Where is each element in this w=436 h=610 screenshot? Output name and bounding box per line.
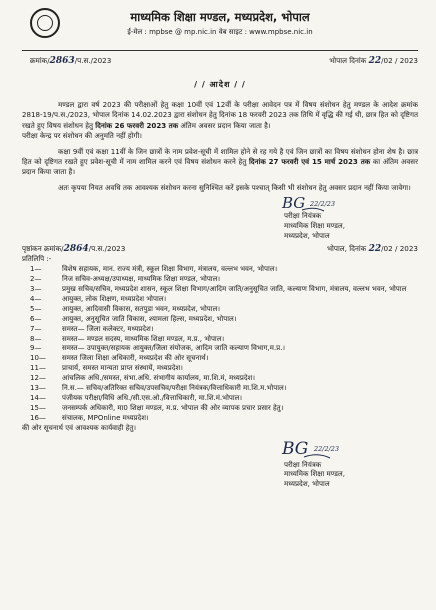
recipient-item bbox=[22, 374, 418, 384]
recipient-text: आंचलिक अधि./समस्त, संभा.अधि. संभागीय कार्यालय, मा.शि.मं, मध्यप्रदेश। bbox=[62, 374, 255, 383]
recipient-number: 5— bbox=[30, 304, 42, 313]
recipient-item bbox=[22, 364, 418, 374]
recipient-number: 4— bbox=[30, 294, 42, 303]
endorsement-reference bbox=[22, 243, 418, 255]
p1-deadline: दिनांक 26 फरवरी 2023 तक bbox=[95, 120, 179, 130]
signature2-date: 22/2/23 bbox=[314, 444, 340, 453]
recipient-text: समस्त जिला शिक्षा अधिकारी, मध्यप्रदेश की ओर सूचनार्थ। bbox=[62, 354, 209, 363]
recipient-number: 12— bbox=[30, 374, 46, 383]
recipient-number: 9— bbox=[30, 344, 42, 353]
recipient-text: नि.स.— सचिव/अतिरिक्त सचिव/उपसचिव/परीक्षा नियंत्रक/वित्ताधिकारी मा.शि.म.भोपाल। bbox=[62, 384, 287, 393]
recipient-item bbox=[22, 394, 418, 404]
recipient-item bbox=[22, 325, 418, 335]
copy-label: प्रतिलिपि :- bbox=[22, 255, 52, 264]
ref-prefix: क्रमांक/ bbox=[30, 56, 50, 65]
signature-block-2 bbox=[22, 436, 418, 496]
recipient-number: 7— bbox=[30, 324, 42, 333]
recipient-number: 3— bbox=[30, 284, 42, 293]
recipient-item bbox=[22, 295, 418, 305]
recipient-text: जनसम्पर्क अधिकारी, मा0 शिक्षा मण्डल, म.प्र. भोपाल की ओर व्यापक प्रचार प्रसार हेतु। bbox=[62, 403, 284, 412]
p2-deadline: दिनांक 27 फरवरी एवं 15 मार्च 2023 तक bbox=[248, 157, 371, 167]
body-paragraph-1 bbox=[22, 100, 418, 131]
body-paragraph-1-note: परीक्षा केन्द्र पर संशोधन की अनुमति नहीं होगी। bbox=[22, 131, 142, 141]
signature-block-1 bbox=[22, 193, 418, 241]
ref-number: 2863 bbox=[49, 56, 75, 66]
org-name: माध्यमिक शिक्षा मण्डल, मध्यप्रदेश, भोपाल bbox=[130, 10, 310, 24]
recipient-text: निज सचिव-अध्यक्ष/उपाध्यक्ष, माध्यमिक शिक्षा मण्डल, भोपाल। bbox=[62, 275, 221, 284]
recipient-item bbox=[22, 404, 418, 414]
recipient-number: 1— bbox=[30, 265, 42, 274]
recipient-text: विशेष सहायक, मान. राज्य मंत्री, स्कूल शिक्षा विभाग, मंत्रालय, वल्लभ भवन, भोपाल। bbox=[62, 265, 278, 274]
signature-date: 22/2/23 bbox=[310, 200, 336, 209]
recipient-number: 10— bbox=[30, 354, 46, 363]
recipient-text: प्राचार्य, समस्त मान्यता प्राप्त संस्थायें, मध्यप्रदेश। bbox=[62, 364, 183, 373]
signatory2-title: परीक्षा नियंत्रक bbox=[284, 459, 322, 469]
recipient-number: 6— bbox=[30, 314, 42, 323]
signatory2-org: माध्यमिक शिक्षा मण्डल, bbox=[284, 469, 345, 479]
recipient-text: पंजीयक परीक्षा/विधि अधि./सी.एस.ओ./वित्ताधिकारी, मा.शि.मं.भोपाल। bbox=[62, 393, 243, 402]
signature2-initials: BG bbox=[282, 438, 309, 459]
endorse-number: 2864 bbox=[63, 244, 89, 255]
recipient-text: आयुक्त, अनुसूचित जाति विकास, श्यामला हिल्स, मध्यप्रदेश, भोपाल। bbox=[62, 314, 237, 323]
ref-suffix: /प.स./2023 bbox=[74, 56, 112, 65]
recipient-item bbox=[22, 384, 418, 394]
recipient-text: समस्त— उपायुक्त/सहायक आयुक्त/जिला संयोजक, आदिम जाति कल्याण विभाग,म.प्र.। bbox=[62, 344, 286, 353]
signatory-location: मध्यप्रदेश, भोपाल bbox=[284, 230, 330, 240]
endorse-date-suffix: /02 / 2023 bbox=[381, 244, 418, 254]
recipient-number: 15— bbox=[30, 403, 46, 412]
endorse-prefix: पृष्ठांकन क्रमांक/ bbox=[22, 244, 64, 254]
signatory2-location: मध्यप्रदेश, भोपाल bbox=[284, 479, 330, 489]
endorse-suffix: /प.स./2023 bbox=[88, 244, 126, 254]
signatory-title: परीक्षा नियंत्रक bbox=[284, 211, 322, 221]
p2-text-b: का अंतिम अवसर प्रदान किया जाता है। bbox=[22, 157, 418, 177]
header-divider bbox=[22, 50, 418, 51]
contact-line: ई-मेल : mpbse @ mp.nic.in वेब साइट : www.mpbse.nic.in bbox=[127, 28, 313, 36]
ref-day: 22 bbox=[368, 56, 382, 66]
recipient-list bbox=[22, 265, 418, 424]
p1-text-b: अंतिम अवसर प्रदान किया जाता है। bbox=[178, 120, 271, 130]
closing-line: की ओर सूचनार्थ एवं आवश्यक कार्यवाही हेतु। bbox=[22, 423, 136, 432]
recipient-item bbox=[22, 265, 418, 275]
endorse-date-prefix: भोपाल, दिनांक bbox=[326, 244, 367, 254]
p2-text-a: कक्षा 9वीं एवं कक्षा 11वीं के जिन छात्रों के नाम प्रवेश-सूची में शामिल होने से रह गये है एवं जिन छात्रों का विषय संशोधन होना शेष है। छात्र हित को दृष्टिगत रखते हुए प्रवेश-सूची में नाम शामिल करने एवं विषय संशोधन करने हेतु bbox=[22, 146, 418, 167]
order-reference bbox=[22, 55, 418, 67]
recipient-number: 8— bbox=[30, 334, 42, 343]
signature-initials: BG bbox=[282, 194, 306, 213]
recipient-text: प्रमुख सचिव/सचिव, मध्यप्रदेश शासन, स्कूल शिक्षा विभाग/आदिम जाति/अनुसूचित जाति, कल्याण विभाग, मंत्रालय, वल्लभ भवन, भोपाल bbox=[62, 284, 407, 293]
p1-text-a: मण्डल द्वारा वर्ष 2023 की परीक्षाओं हेतु कक्षा 10वीं एवं 12वीं के परीक्षा आवेदन पत्र में विषय संशोधन हेतु मण्डल के आदेश क्रमांक 2818-19/प.स./2023, भोपाल दिनांक 14.02.2023 द्वारा संशोधन हेतु दिनांक 18 फरवरी 2023 तक तिथि में वृद्धि की गई थी, छात्र हित को दृष्टिगत रखते हुए विषय संशोधन हेतु bbox=[22, 100, 418, 130]
recipient-item bbox=[22, 414, 418, 424]
signature-scrawl-2 bbox=[280, 436, 350, 462]
recipient-number: 13— bbox=[30, 384, 46, 393]
recipient-number: 14— bbox=[30, 393, 46, 402]
recipient-item bbox=[22, 315, 418, 325]
ref-date-suffix: /02 / 2023 bbox=[381, 56, 418, 65]
recipient-item bbox=[22, 305, 418, 315]
signatory-org: माध्यमिक शिक्षा मण्डल, bbox=[284, 221, 345, 231]
recipient-item bbox=[22, 354, 418, 364]
letterhead bbox=[22, 6, 418, 50]
recipient-text: समस्त— मण्डल सदस्य, माध्यमिक शिक्षा मण्डल, म.प्र., भोपाल। bbox=[62, 334, 225, 343]
recipient-text: आयुक्त, आदिवासी विकास, सतपुडा भवन, मध्यप्रदेश, भोपाल। bbox=[62, 304, 220, 313]
body-paragraph-3: अतः कृपया नियत अवधि तक आवश्यक संशोधन करना सुनिश्चित करें इसके पश्चात् किसी भी संशोधन हेतु अवसर प्रदान नहीं किया जावेगा। bbox=[58, 182, 411, 192]
recipient-number: 16— bbox=[30, 413, 46, 422]
order-title: / / आदेश / / bbox=[194, 80, 246, 89]
recipient-text: समस्त— जिला कलेक्टर, मध्यप्रदेश। bbox=[62, 324, 154, 333]
body-paragraph-2 bbox=[22, 147, 418, 178]
recipient-item bbox=[22, 275, 418, 285]
recipient-text: संचालक, MPOnline मध्यप्रदेश। bbox=[62, 413, 149, 422]
ref-date-prefix: भोपाल दिनांक bbox=[329, 56, 367, 65]
endorse-day: 22 bbox=[368, 244, 382, 255]
recipient-item bbox=[22, 335, 418, 345]
recipient-number: 2— bbox=[30, 275, 42, 284]
recipient-number: 11— bbox=[30, 364, 46, 373]
recipient-item bbox=[22, 285, 418, 295]
recipient-item bbox=[22, 344, 418, 354]
recipient-text: आयुक्त, लोक शिक्षण, मध्यप्रदेश भोपाल। bbox=[62, 294, 167, 303]
